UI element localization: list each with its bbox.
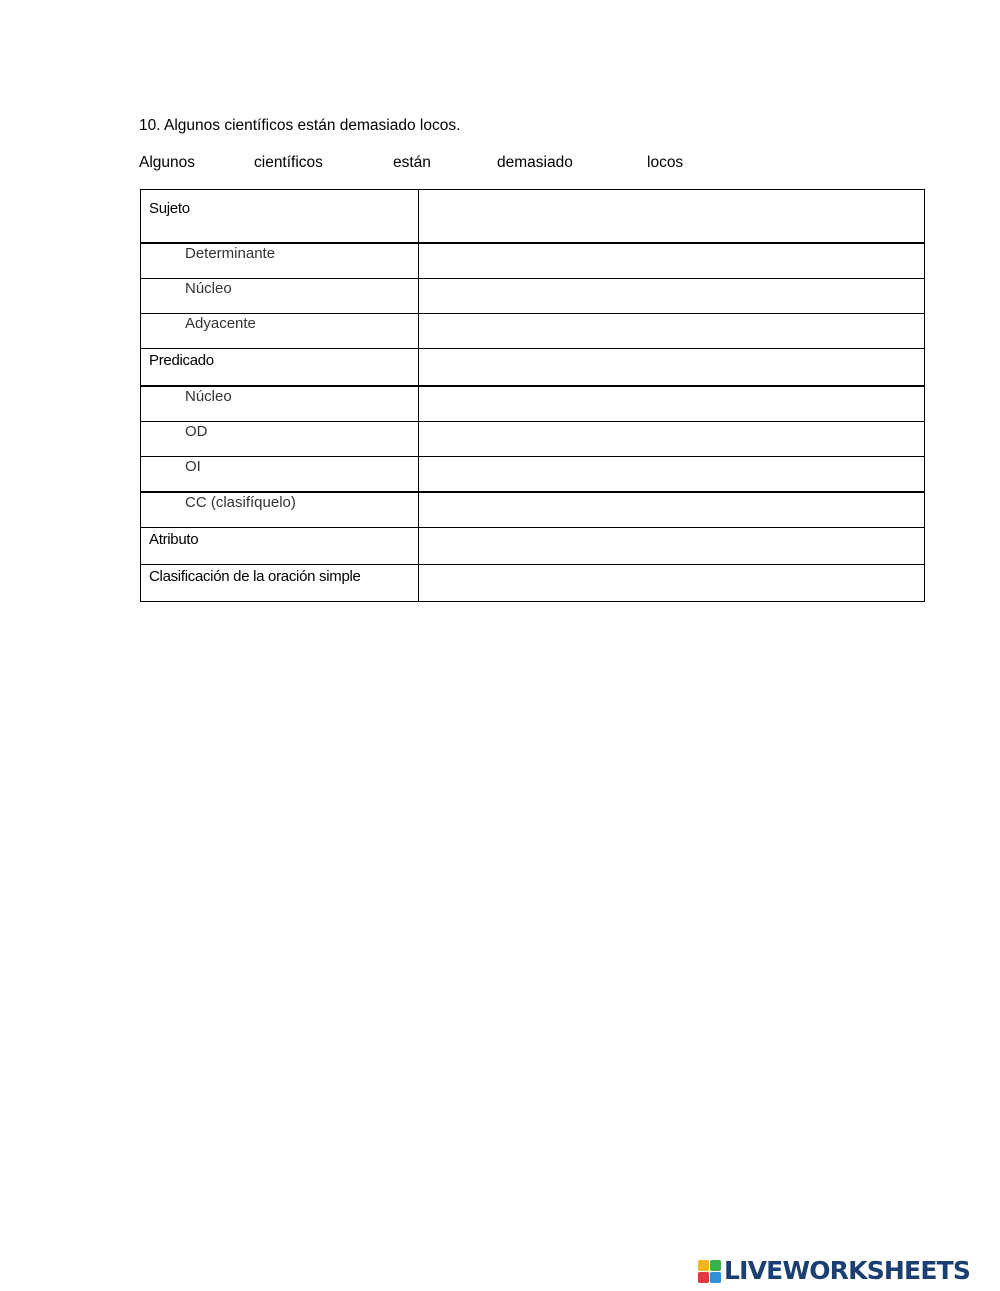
row-label-adyacente: Adyacente [141, 314, 419, 349]
logo-blocks-icon [698, 1260, 721, 1283]
table-row [141, 190, 925, 244]
answer-cell-adyacente[interactable] [419, 314, 925, 349]
answer-cell-od[interactable] [419, 422, 925, 457]
table-row [141, 457, 925, 493]
word-algunos: Algunos [139, 154, 196, 171]
answer-cell-predicado[interactable] [419, 349, 925, 387]
word-estan: están [393, 154, 431, 171]
answer-cell-nucleo-predicado[interactable] [419, 386, 925, 422]
answer-cell-clasificacion[interactable] [419, 565, 925, 602]
answer-cell-nucleo-sujeto[interactable] [419, 279, 925, 314]
row-label-atributo: Atributo [141, 528, 419, 565]
table-row [141, 565, 925, 602]
word-demasiado: demasiado [497, 154, 573, 171]
table-row [141, 528, 925, 565]
logo-block-e [710, 1272, 721, 1283]
logo-text: LIVEWORKSHEETS [724, 1256, 971, 1285]
row-label-clasificacion: Clasificación de la oración simple [141, 565, 419, 602]
answer-cell-oi[interactable] [419, 457, 925, 493]
sentence-words [0, 154, 1000, 174]
logo-block-l [698, 1260, 709, 1271]
row-label-oi: OI [141, 457, 419, 493]
row-label-sujeto: Sujeto [141, 190, 419, 244]
word-locos: locos [647, 154, 684, 171]
answer-cell-determinante[interactable] [419, 243, 925, 279]
answer-cell-sujeto[interactable] [419, 190, 925, 244]
exercise-heading: 10. Algunos científicos están demasiado locos. [139, 117, 461, 134]
table-row [141, 492, 925, 528]
row-label-od: OD [141, 422, 419, 457]
answer-cell-cc[interactable] [419, 492, 925, 528]
row-label-nucleo-predicado: Núcleo [141, 386, 419, 422]
logo-block-i [710, 1260, 721, 1271]
table-row [141, 349, 925, 387]
word-cientificos: científicos [254, 154, 323, 171]
syntax-analysis-table [140, 189, 925, 602]
liveworksheets-logo [698, 1257, 970, 1285]
logo-block-v [698, 1272, 709, 1283]
row-label-determinante: Determinante [141, 243, 419, 279]
row-label-cc: CC (clasifíquelo) [141, 492, 419, 528]
table-row [141, 386, 925, 422]
answer-cell-atributo[interactable] [419, 528, 925, 565]
table-row [141, 243, 925, 279]
row-label-predicado: Predicado [141, 349, 419, 387]
table-row [141, 422, 925, 457]
table-row [141, 279, 925, 314]
row-label-nucleo-sujeto: Núcleo [141, 279, 419, 314]
table-row [141, 314, 925, 349]
